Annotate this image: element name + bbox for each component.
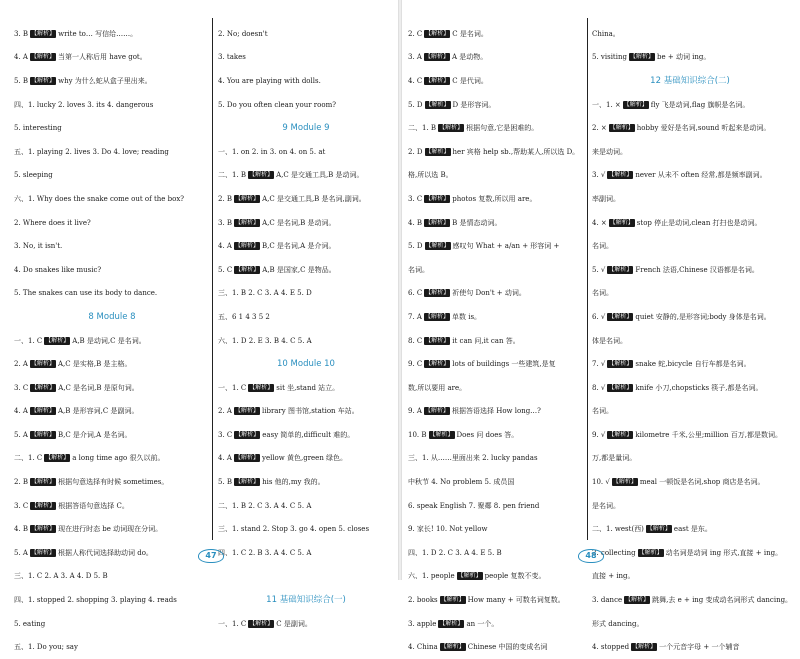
answer-line: 4. B 【解析】 现在进行时态 be 动词现在分词。 xyxy=(14,525,163,534)
analysis-tag: 【解析】 xyxy=(425,218,450,226)
answer-line: 5. B 【解析】 why 为什么蛇从盒子里出来。 xyxy=(14,76,152,85)
answer-line: 3. A 【解析】 A 是动物。 xyxy=(408,53,488,62)
answer-line: 4. B 【解析】 B 是情态动词。 xyxy=(408,218,502,227)
answer-line: 5. Do you often clean your room? xyxy=(218,100,336,109)
answer-line: 7. A 【解析】 单数 is。 xyxy=(408,312,482,321)
answer-line: 3. No, it isn't. xyxy=(14,242,63,251)
answer-line: 2. A 【解析】 library 图书馆,station 车站。 xyxy=(218,407,359,416)
analysis-tag: 【解析】 xyxy=(429,430,454,438)
analysis-tag: 【解析】 xyxy=(31,525,56,533)
analysis-tag: 【解析】 xyxy=(249,383,274,391)
analysis-tag: 【解析】 xyxy=(235,265,260,273)
column-4 xyxy=(592,22,793,659)
column-2 xyxy=(218,22,394,635)
analysis-tag: 【解析】 xyxy=(623,100,648,108)
answer-line: 5. D 【解析】 D 是形容词。 xyxy=(408,100,496,109)
analysis-tag: 【解析】 xyxy=(235,430,260,438)
answer-line: 是名词。 xyxy=(592,501,620,510)
analysis-tag: 【解析】 xyxy=(612,478,637,486)
answer-line: 二、1. west(西) 【解析】 east 是东。 xyxy=(592,525,712,534)
answer-line: 2. collecting 【解析】 动名词是动词 ing 形式,直接 + ing。 xyxy=(592,548,783,557)
analysis-tag: 【解析】 xyxy=(608,360,633,368)
answer-line: 一、1. C 【解析】 A,B 是动词,C 是名词。 xyxy=(14,336,146,345)
answer-line: 5. visiting 【解析】 be + 动词 ing。 xyxy=(592,53,711,62)
answer-line: 六、1. D 2. E 3. B 4. C 5. A xyxy=(218,336,312,345)
answer-line: 10. √ 【解析】 meal 一顿饭是名词,shop 商店是名词。 xyxy=(592,478,765,487)
answer-line: 一、1. on 2. in 3. on 4. on 5. at xyxy=(218,147,326,156)
answer-line: 10. B 【解析】 Does 问 does 答。 xyxy=(408,430,519,439)
analysis-tag: 【解析】 xyxy=(440,643,465,651)
analysis-tag: 【解析】 xyxy=(45,454,70,462)
answer-line: 四、1. stopped 2. shopping 3. playing 4. reads xyxy=(14,596,177,605)
answer-line xyxy=(218,565,394,589)
analysis-tag: 【解析】 xyxy=(234,454,259,462)
section-heading: 12 基础知识综合(二) xyxy=(650,75,730,86)
analysis-tag: 【解析】 xyxy=(31,29,56,37)
analysis-tag: 【解析】 xyxy=(629,53,654,61)
answer-line: 三、1. stand 2. Stop 3. go 4. open 5. closes xyxy=(218,525,370,534)
answer-line: 三、1. C 2. A 3. A 4. D 5. B xyxy=(14,572,108,581)
analysis-tag: 【解析】 xyxy=(608,312,633,320)
analysis-tag: 【解析】 xyxy=(425,289,450,297)
answer-line: 四、1. C 2. B 3. A 4. C 5. A xyxy=(218,548,312,557)
analysis-tag: 【解析】 xyxy=(638,548,663,556)
answer-line: 5. D 【解析】 感叹句 What + a/an + 形容词 + xyxy=(408,242,560,251)
answer-line: 3. dance 【解析】 跳舞,去 e + ing 变成动名词形式 dancing。 xyxy=(592,596,793,605)
section-heading: 11 基础知识综合(一) xyxy=(266,595,346,606)
section-heading: 10 Module 10 xyxy=(277,359,335,370)
page-fold xyxy=(398,0,402,580)
answer-line: 名词。 xyxy=(592,407,613,416)
answer-line: 二、1. B 2. C 3. A 4. C 5. A xyxy=(218,501,312,510)
answer-line: 来是动词。 xyxy=(592,147,627,156)
analysis-tag: 【解析】 xyxy=(609,124,634,132)
analysis-tag: 【解析】 xyxy=(646,525,671,533)
analysis-tag: 【解析】 xyxy=(30,407,55,415)
answer-line: 五、1. playing 2. lives 3. Do 4. love; reading xyxy=(14,147,169,156)
analysis-tag: 【解析】 xyxy=(608,171,633,179)
answer-line: 四、1. D 2. C 3. A 4. E 5. B xyxy=(408,548,502,557)
answer-line: 五、1. Do you; say xyxy=(14,643,78,652)
analysis-tag: 【解析】 xyxy=(30,53,55,61)
analysis-tag: 【解析】 xyxy=(31,501,56,509)
answer-line: 4. A 【解析】 A,B 是形容词,C 是副词。 xyxy=(14,407,139,416)
answer-line: 率副词。 xyxy=(592,194,620,203)
answer-line: 4. A 【解析】 B,C 是名词,A 是介词。 xyxy=(218,242,336,251)
analysis-tag: 【解析】 xyxy=(30,430,55,438)
analysis-tag: 【解析】 xyxy=(30,548,55,556)
answer-line: 二、1. B 【解析】 A,C 是交通工具,B 是动词。 xyxy=(218,171,364,180)
answer-line: 5. The snakes can use its body to dance. xyxy=(14,289,158,298)
analysis-tag: 【解析】 xyxy=(45,336,70,344)
answer-line: 4. C 【解析】 C 是代词。 xyxy=(408,76,488,85)
answer-line: 6. speak English 7. 聚鄰 8. pen friend xyxy=(408,501,540,510)
column-3 xyxy=(408,22,584,659)
section-heading: 9 Module 9 xyxy=(282,123,330,134)
answer-line: 4. You are playing with dolls. xyxy=(218,76,321,85)
answer-line: 6. √ 【解析】 quiet 安静的,是形容词;body 身体是名词。 xyxy=(592,312,771,321)
answer-line: 五、6 1 4 3 5 2 xyxy=(218,312,270,321)
analysis-tag: 【解析】 xyxy=(425,336,450,344)
answer-line: 2. A 【解析】 A,C 是实格,B 是主格。 xyxy=(14,360,132,369)
answer-line: 8. C 【解析】 it can 问,it can 答。 xyxy=(408,336,520,345)
column-divider xyxy=(212,18,213,540)
answer-line: 二、1. C 【解析】 a long time ago 很久以前。 xyxy=(14,454,165,463)
column-divider xyxy=(587,18,588,540)
analysis-tag: 【解析】 xyxy=(609,218,634,226)
answer-line: 5. A 【解析】 B,C 是介词,A 是名词。 xyxy=(14,430,132,439)
analysis-tag: 【解析】 xyxy=(608,383,633,391)
answer-line: 3. takes xyxy=(218,53,246,62)
answer-line: 4. Do snakes like music? xyxy=(14,265,102,274)
answer-line: 2. × 【解析】 hobby 爱好是名词,sound 听起来是动词。 xyxy=(592,124,771,133)
analysis-tag: 【解析】 xyxy=(608,265,633,273)
analysis-tag: 【解析】 xyxy=(424,312,449,320)
answer-line: 4. China 【解析】 Chinese 中国的变成名词 xyxy=(408,643,548,652)
answer-line: 5. √ 【解析】 French 法语,Chinese 汉语都是名词。 xyxy=(592,265,759,274)
answer-line: 数,所以要用 are。 xyxy=(408,383,467,392)
analysis-tag: 【解析】 xyxy=(424,53,449,61)
answer-line: 万,都是量词。 xyxy=(592,454,637,463)
answer-line: 3. C 【解析】 A,C 是名词,B 是原句词。 xyxy=(14,383,139,392)
answer-line: 直接 + ing。 xyxy=(592,572,635,581)
answer-line: 3. apple 【解析】 an 一个。 xyxy=(408,619,499,628)
analysis-tag: 【解析】 xyxy=(30,360,55,368)
answer-line: 4. A 【解析】 当第一人称后用 have got。 xyxy=(14,53,147,62)
answer-line: 3. C 【解析】 easy 简单的,difficult 难的。 xyxy=(218,430,355,439)
analysis-tag: 【解析】 xyxy=(424,407,449,415)
answer-line: 名词。 xyxy=(408,265,429,274)
answer-line: 体是名词。 xyxy=(592,336,627,345)
answer-line: China。 xyxy=(592,29,620,38)
analysis-tag: 【解析】 xyxy=(235,194,260,202)
answer-line: 一、1. C 【解析】 C 是副词。 xyxy=(218,619,312,628)
answer-line: 6. C 【解析】 祈使句 Don't + 动词。 xyxy=(408,289,526,298)
analysis-tag: 【解析】 xyxy=(425,242,450,250)
analysis-tag: 【解析】 xyxy=(31,478,56,486)
analysis-tag: 【解析】 xyxy=(632,643,657,651)
analysis-tag: 【解析】 xyxy=(440,596,465,604)
answer-line: 2. No; doesn't xyxy=(218,29,268,38)
answer-line: 5. eating xyxy=(14,619,46,628)
analysis-tag: 【解析】 xyxy=(249,619,274,627)
answer-line: 一、1. C 【解析】 sit 坐,stand 站立。 xyxy=(218,383,340,392)
answer-line: 格,所以选 B。 xyxy=(408,171,453,180)
analysis-tag: 【解析】 xyxy=(425,194,450,202)
answer-line: 9. 家长! 10. Not yellow xyxy=(408,525,488,534)
answer-line: 3. B 【解析】 A,C 是名词,B 是动词。 xyxy=(218,218,336,227)
answer-line: 3. B 【解析】 write to… 写信给……。 xyxy=(14,29,138,38)
answer-line: 四、1. lucky 2. loves 3. its 4. dangerous xyxy=(14,100,154,109)
page-number-right: 48 xyxy=(576,548,606,564)
analysis-tag: 【解析】 xyxy=(249,171,274,179)
answer-line: 2. books 【解析】 How many + 可数名词复数。 xyxy=(408,596,565,605)
column-1 xyxy=(14,22,210,659)
answer-line: 中秋节 4. No problem 5. 成员国 xyxy=(408,478,515,487)
answer-line: 2. B 【解析】 根据句意选择有时候 sometimes。 xyxy=(14,478,169,487)
answer-line: 5. B 【解析】 his 他的,my 我的。 xyxy=(218,478,325,487)
analysis-tag: 【解析】 xyxy=(608,430,633,438)
answer-line: 二、1. B 【解析】 根据句意,它是困难的。 xyxy=(408,124,539,133)
analysis-tag: 【解析】 xyxy=(439,619,464,627)
analysis-tag: 【解析】 xyxy=(234,242,259,250)
answer-line: 9. √ 【解析】 kilometre 千米,公里;million 百万,都是数词。 xyxy=(592,430,782,439)
analysis-tag: 【解析】 xyxy=(457,572,482,580)
analysis-tag: 【解析】 xyxy=(625,596,650,604)
page-number-left: 47 xyxy=(196,548,226,564)
answer-line: 4. stopped 【解析】 一个元音字母 + 一个辅音 xyxy=(592,643,740,652)
answer-line: 3. √ 【解析】 never 从未不 often 经常,都是频率副词。 xyxy=(592,171,767,180)
answer-line: 7. √ 【解析】 snake 蛇,bicycle 自行车都是名词。 xyxy=(592,360,751,369)
answer-line: 六、1. Why does the snake come out of the box? xyxy=(14,194,185,203)
answer-line: 三、1. B 2. C 3. A 4. E 5. D xyxy=(218,289,312,298)
answer-line: 4. × 【解析】 stop 停止是动词,clean 打扫也是动词。 xyxy=(592,218,762,227)
analysis-tag: 【解析】 xyxy=(425,29,450,37)
analysis-tag: 【解析】 xyxy=(31,76,56,84)
analysis-tag: 【解析】 xyxy=(425,147,450,155)
analysis-tag: 【解析】 xyxy=(235,478,260,486)
answer-line: 2. Where does it live? xyxy=(14,218,91,227)
answer-line: 3. C 【解析】 根据答语句意选择 C。 xyxy=(14,501,129,510)
answer-line: 形式 dancing。 xyxy=(592,619,644,628)
analysis-tag: 【解析】 xyxy=(234,407,259,415)
answer-line: 9. C 【解析】 lots of buildings 一些建筑,是复 xyxy=(408,360,556,369)
analysis-tag: 【解析】 xyxy=(31,383,56,391)
answer-line: 5. C 【解析】 A,B 是国家,C 是物品。 xyxy=(218,265,336,274)
answer-line: 9. A 【解析】 根据答语选择 How long…? xyxy=(408,407,541,416)
answer-line: 一、1. × 【解析】 fly 飞是动词,flag 旗帜是名词。 xyxy=(592,100,750,109)
analysis-tag: 【解析】 xyxy=(425,76,450,84)
analysis-tag: 【解析】 xyxy=(425,100,450,108)
answer-line: 8. √ 【解析】 knife 小刀,chopsticks 筷子,都是名词。 xyxy=(592,383,763,392)
answer-line: 名词。 xyxy=(592,289,613,298)
answer-line: 5. interesting xyxy=(14,124,62,133)
analysis-tag: 【解析】 xyxy=(235,218,260,226)
answer-line: 3. C 【解析】 photos 复数,所以用 are。 xyxy=(408,194,537,203)
answer-line: 5. sleeping xyxy=(14,171,53,180)
analysis-tag: 【解析】 xyxy=(439,124,464,132)
answer-line: 2. C 【解析】 C 是名词。 xyxy=(408,29,488,38)
answer-line: 六、1. people 【解析】 people 复数不变。 xyxy=(408,572,546,581)
answer-line: 2. B 【解析】 A,C 是交通工具,B 是名词,副词。 xyxy=(218,194,366,203)
analysis-tag: 【解析】 xyxy=(425,360,450,368)
section-heading: 8 Module 8 xyxy=(88,311,136,322)
answer-line: 4. A 【解析】 yellow 黄色,green 绿色。 xyxy=(218,454,348,463)
answer-line: 三、1. 从……里面出来 2. lucky pandas xyxy=(408,454,538,463)
answer-line: 5. A 【解析】 根据人称代词选择助动词 do。 xyxy=(14,548,153,557)
answer-line: 2. D 【解析】 her 宾格 help sb.,帮助某人,所以选 D。 xyxy=(408,147,580,156)
answer-line: 名词。 xyxy=(592,242,613,251)
